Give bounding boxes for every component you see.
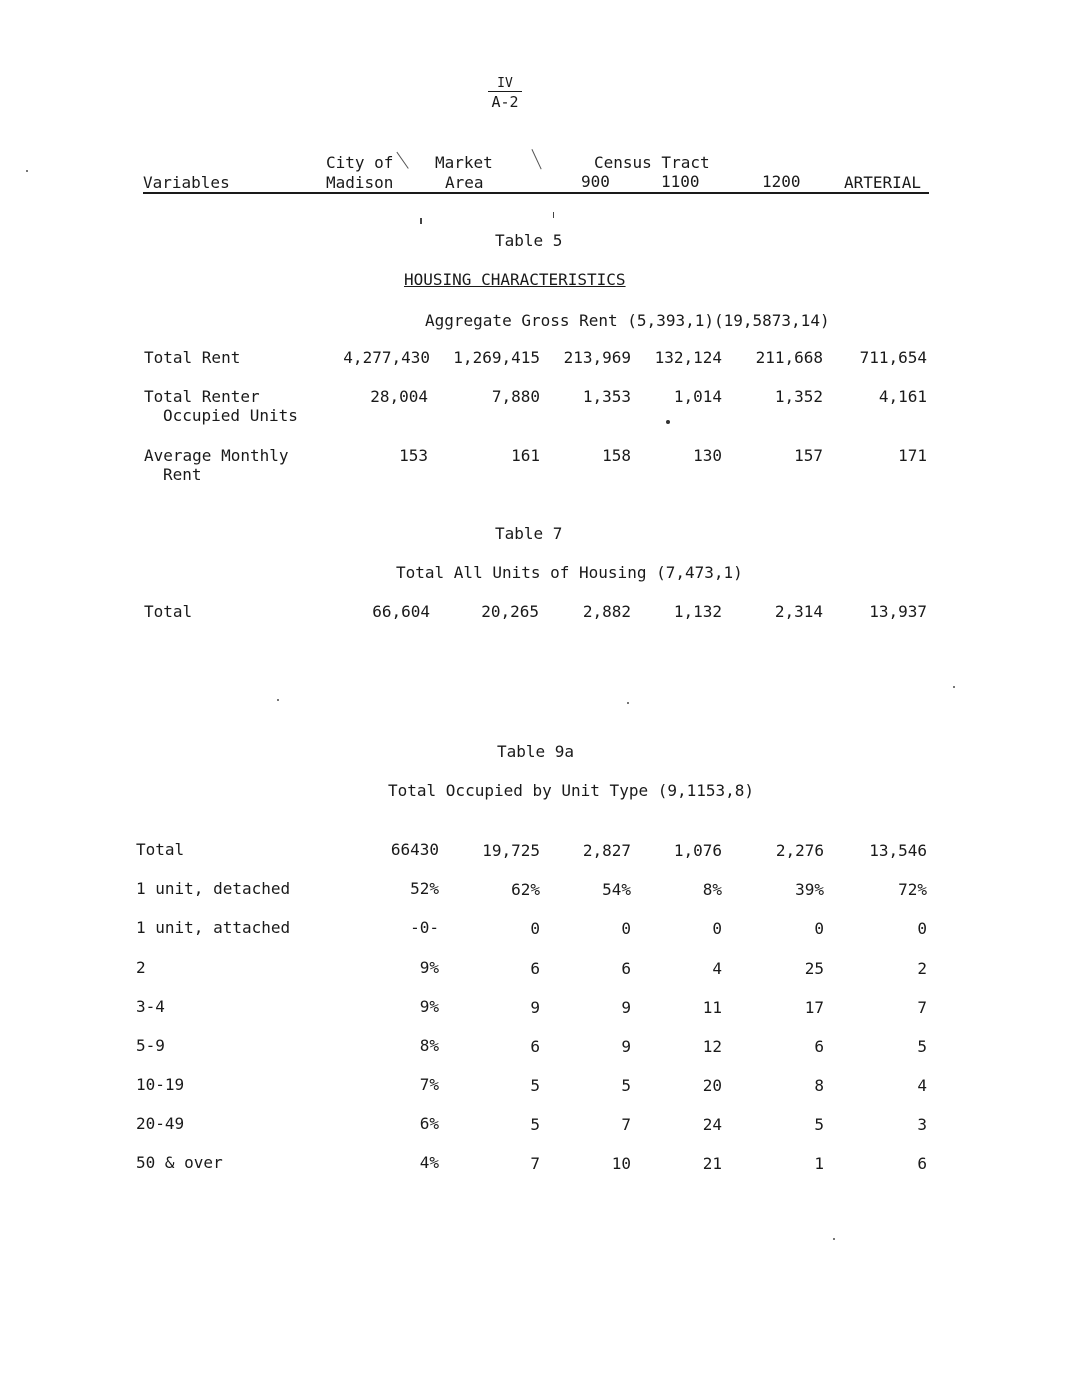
cell-market: 62% bbox=[511, 880, 540, 899]
cell-1200: 1 bbox=[814, 1154, 824, 1173]
header-variables: Variables bbox=[143, 173, 230, 192]
cell-1100: 1,132 bbox=[673, 602, 722, 621]
table7-label: Table 7 bbox=[495, 524, 563, 543]
cell-city: 8% bbox=[419, 1036, 439, 1055]
scan-mark bbox=[420, 218, 422, 224]
scan-mark bbox=[833, 1238, 835, 1240]
cell-1200: 211,668 bbox=[755, 348, 823, 367]
cell-market: 161 bbox=[511, 446, 540, 465]
cell-market: 6 bbox=[530, 959, 540, 978]
row-label: 10-19 bbox=[136, 1075, 185, 1094]
cell-900: 0 bbox=[621, 919, 631, 938]
cell-1100: 12 bbox=[702, 1037, 722, 1056]
cell-900: 5 bbox=[621, 1076, 631, 1095]
scan-mark bbox=[553, 212, 554, 218]
cell-city: -0- bbox=[410, 918, 439, 937]
row-label: 2 bbox=[136, 958, 146, 977]
cell-arterial: 5 bbox=[917, 1037, 927, 1056]
header-rule bbox=[143, 192, 929, 194]
cell-1100: 4 bbox=[712, 959, 722, 978]
cell-900: 1,353 bbox=[582, 387, 631, 406]
cell-city: 153 bbox=[399, 446, 428, 465]
cell-1100: 24 bbox=[702, 1115, 722, 1134]
header-arterial: ARTERIAL bbox=[844, 173, 922, 192]
row-label: 20-49 bbox=[136, 1114, 185, 1133]
cell-1100: 8% bbox=[702, 880, 722, 899]
cell-city: 4% bbox=[419, 1153, 439, 1172]
page-roman-numeral: IV bbox=[488, 77, 522, 92]
cell-900: 54% bbox=[602, 880, 631, 899]
row-label: Total bbox=[136, 840, 185, 859]
cell-arterial: 4 bbox=[917, 1076, 927, 1095]
cell-city: 9% bbox=[419, 997, 439, 1016]
cell-arterial: 2 bbox=[917, 959, 927, 978]
cell-900: 2,882 bbox=[582, 602, 631, 621]
cell-1100: 0 bbox=[712, 919, 722, 938]
header-city-line2: Madison bbox=[326, 173, 394, 192]
table7-subtitle: Total All Units of Housing (7,473,1) bbox=[396, 563, 743, 582]
cell-900: 158 bbox=[602, 446, 631, 465]
cell-arterial: 711,654 bbox=[859, 348, 927, 367]
cell-1100: 11 bbox=[702, 998, 722, 1017]
cell-1200: 2,314 bbox=[774, 602, 823, 621]
cell-city: 28,004 bbox=[370, 387, 428, 406]
cell-market: 20,265 bbox=[481, 602, 539, 621]
row-label: Average Monthly bbox=[144, 446, 289, 465]
cell-arterial: 0 bbox=[917, 919, 927, 938]
cell-1100: 1,076 bbox=[673, 841, 722, 860]
header-tract-1100: 1100 bbox=[661, 172, 700, 191]
cell-city: 6% bbox=[419, 1114, 439, 1133]
scan-mark bbox=[26, 170, 28, 172]
cell-900: 9 bbox=[621, 1037, 631, 1056]
scan-mark bbox=[627, 702, 629, 704]
cell-arterial: 13,937 bbox=[869, 602, 927, 621]
cell-arterial: 7 bbox=[917, 998, 927, 1017]
cell-1200: 39% bbox=[795, 880, 824, 899]
cell-market: 1,269,415 bbox=[453, 348, 540, 367]
table5-label: Table 5 bbox=[495, 231, 563, 250]
row-label: 1 unit, detached bbox=[136, 879, 291, 898]
header-market-line2: Area bbox=[445, 173, 484, 192]
cell-1100: 21 bbox=[702, 1154, 722, 1173]
row-label-cont: Rent bbox=[163, 465, 202, 484]
cell-market: 5 bbox=[530, 1115, 540, 1134]
row-label: 5-9 bbox=[136, 1036, 165, 1055]
cell-market: 6 bbox=[530, 1037, 540, 1056]
cell-1200: 25 bbox=[804, 959, 824, 978]
cell-city: 66,604 bbox=[372, 602, 430, 621]
row-label: Total Renter bbox=[144, 387, 260, 406]
cell-1200: 8 bbox=[814, 1076, 824, 1095]
cell-1200: 1,352 bbox=[774, 387, 823, 406]
header-tract-900: 900 bbox=[581, 172, 610, 191]
table9a-label: Table 9a bbox=[497, 742, 575, 761]
row-label-cont: Occupied Units bbox=[163, 406, 298, 425]
cell-900: 7 bbox=[621, 1115, 631, 1134]
row-label: Total bbox=[144, 602, 193, 621]
table9a-subtitle: Total Occupied by Unit Type (9,1153,8) bbox=[388, 781, 755, 800]
row-label: 50 & over bbox=[136, 1153, 223, 1172]
cell-1100: 1,014 bbox=[673, 387, 722, 406]
scan-mark bbox=[531, 149, 542, 170]
cell-city: 4,277,430 bbox=[343, 348, 430, 367]
cell-city: 66430 bbox=[390, 840, 439, 859]
row-label: 3-4 bbox=[136, 997, 165, 1016]
cell-arterial: 171 bbox=[898, 446, 927, 465]
row-label: 1 unit, attached bbox=[136, 918, 291, 937]
cell-arterial: 6 bbox=[917, 1154, 927, 1173]
table5-subtitle: Aggregate Gross Rent (5,393,1)(19,5873,14) bbox=[425, 311, 830, 330]
table5-title: HOUSING CHARACTERISTICS bbox=[404, 270, 626, 289]
cell-city: 9% bbox=[419, 958, 439, 977]
cell-1200: 6 bbox=[814, 1037, 824, 1056]
cell-1200: 157 bbox=[794, 446, 823, 465]
cell-market: 9 bbox=[530, 998, 540, 1017]
scan-mark bbox=[277, 699, 279, 701]
cell-1200: 5 bbox=[814, 1115, 824, 1134]
cell-1200: 17 bbox=[804, 998, 824, 1017]
cell-city: 7% bbox=[419, 1075, 439, 1094]
cell-market: 0 bbox=[530, 919, 540, 938]
scan-mark bbox=[396, 151, 409, 169]
cell-1100: 20 bbox=[702, 1076, 722, 1095]
cell-900: 213,969 bbox=[563, 348, 631, 367]
cell-arterial: 13,546 bbox=[869, 841, 927, 860]
cell-city: 52% bbox=[410, 879, 439, 898]
cell-900: 2,827 bbox=[582, 841, 631, 860]
header-market-line1: Market bbox=[435, 153, 493, 172]
cell-market: 19,725 bbox=[482, 841, 540, 860]
row-label: Total Rent bbox=[144, 348, 241, 367]
scan-mark bbox=[666, 420, 670, 424]
header-city-line1: City of bbox=[326, 153, 394, 172]
cell-1100: 130 bbox=[693, 446, 722, 465]
cell-900: 10 bbox=[611, 1154, 631, 1173]
header-census-tract: Census Tract bbox=[594, 153, 710, 172]
cell-arterial: 3 bbox=[917, 1115, 927, 1134]
cell-1100: 132,124 bbox=[654, 348, 722, 367]
cell-900: 6 bbox=[621, 959, 631, 978]
cell-1200: 2,276 bbox=[775, 841, 824, 860]
cell-market: 7,880 bbox=[491, 387, 540, 406]
cell-900: 9 bbox=[621, 998, 631, 1017]
page-code: A-2 bbox=[491, 93, 519, 111]
cell-1200: 0 bbox=[814, 919, 824, 938]
header-tract-1200: 1200 bbox=[762, 172, 801, 191]
cell-arterial: 72% bbox=[898, 880, 927, 899]
cell-market: 5 bbox=[530, 1076, 540, 1095]
cell-arterial: 4,161 bbox=[878, 387, 927, 406]
scan-mark bbox=[953, 686, 955, 688]
cell-market: 7 bbox=[530, 1154, 540, 1173]
